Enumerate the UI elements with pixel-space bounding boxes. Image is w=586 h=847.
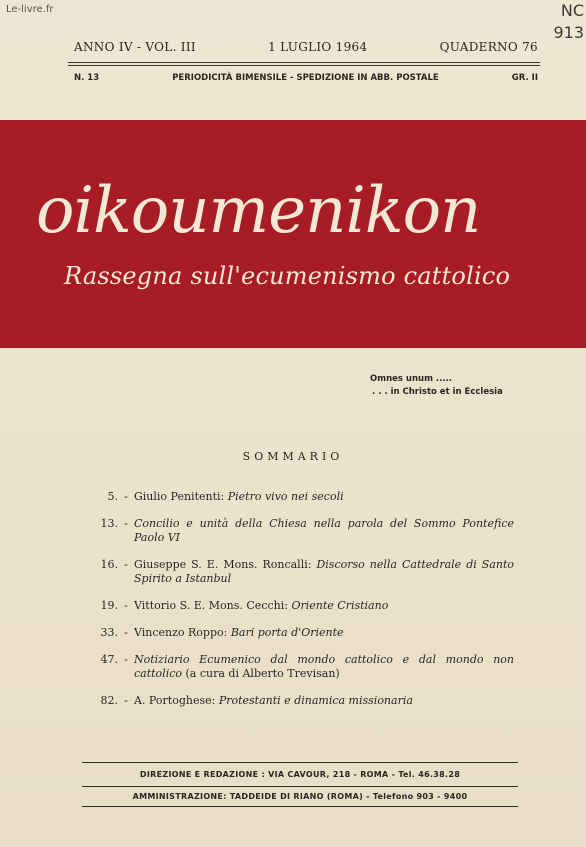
toc-dash: - [124, 626, 128, 639]
toc-dash: - [124, 694, 128, 707]
footer-rule-3 [82, 806, 518, 807]
issue-number: N. 13 [74, 73, 100, 83]
toc-dash: - [124, 653, 128, 666]
motto [370, 373, 570, 399]
header-rule-bottom [68, 65, 540, 66]
anno-volume: ANNO IV - VOL. III [74, 40, 196, 54]
toc-dash: - [124, 517, 128, 530]
footer-amministrazione: AMMINISTRAZIONE: TADDEIDE DI RIANO (ROMA) - Telefono 903 - 9400 [132, 792, 468, 801]
toc-page-number: 33. [100, 626, 118, 639]
postal-group: GR. II [511, 73, 538, 83]
footer-rule-2 [82, 786, 518, 787]
toc-page-number: 16. [100, 558, 118, 571]
toc-entry [134, 599, 514, 613]
toc-title: Oriente Cristiano [291, 599, 389, 612]
toc-title: Pietro vivo nei secoli [227, 490, 344, 503]
toc-item [84, 626, 514, 640]
quaderno-number: QUADERNO 76 [439, 40, 538, 54]
toc-item [84, 490, 514, 504]
toc-author: Giuseppe S. E. Mons. Roncalli: [134, 558, 312, 571]
handwritten-note-line-1: NC [560, 1, 584, 20]
periodicity: PERIODICITÀ BIMENSILE - SPEDIZIONE IN ABB. POSTALE [172, 73, 439, 83]
toc-item [84, 599, 514, 613]
motto-line-2: . . . in Christo et in Ecclesia [372, 387, 503, 397]
handwritten-note [553, 0, 584, 44]
toc-title: Concilio e unità della Chiesa nella parola del Sommo Pontefice Paolo VI [134, 517, 514, 544]
handwritten-note-line-2: 913 [553, 23, 584, 42]
toc-page-number: 19. [100, 599, 118, 612]
toc-entry [134, 517, 514, 545]
toc-author: Giulio Penitenti: [134, 490, 225, 503]
toc-entry [134, 653, 514, 681]
toc-page-number: 82. [100, 694, 118, 707]
footer-direzione: DIREZIONE E REDAZIONE : VIA CAVOUR, 218 - ROMA - Tel. 46.38.28 [139, 770, 461, 779]
header-issue-line [74, 40, 538, 54]
toc-note: (a cura di Alberto Trevisan) [185, 667, 340, 680]
toc-item [84, 558, 514, 586]
toc-entry [134, 558, 514, 586]
masthead-title: oikoumenikon [36, 174, 481, 248]
footer-rule-1 [82, 762, 518, 763]
masthead-subtitle: Rassegna sull'ecumenismo cattolico [64, 262, 511, 290]
toc-item [84, 653, 514, 681]
toc-dash: - [124, 558, 128, 571]
toc-title: Protestanti e dinamica missionaria [218, 694, 413, 707]
sommario-heading: SOMMARIO [242, 450, 344, 463]
toc-title: Notiziario Ecumenico dal mondo cattolico e dal mondo non cattolico [134, 653, 514, 680]
watermark: Le-livre.fr [6, 4, 54, 15]
toc-dash: - [124, 599, 128, 612]
toc-entry [134, 490, 514, 504]
toc-item [84, 517, 514, 545]
toc-entry [134, 626, 514, 640]
toc-author: Vincenzo Roppo: [134, 626, 228, 639]
toc-page-number: 47. [100, 653, 118, 666]
toc-title: Bari porta d'Oriente [230, 626, 344, 639]
issue-date: 1 LUGLIO 1964 [268, 40, 368, 54]
header-postal-line [74, 73, 538, 83]
table-of-contents [84, 490, 514, 721]
toc-author: Vittorio S. E. Mons. Cecchi: [134, 599, 288, 612]
toc-author: A. Portoghese: [134, 694, 216, 707]
toc-page-number: 5. [107, 490, 118, 503]
toc-dash: - [124, 490, 128, 503]
toc-title: Discorso nella Cattedrale di Santo Spirito a Istanbul [134, 558, 514, 585]
toc-entry [134, 694, 514, 708]
toc-page-number: 13. [100, 517, 118, 530]
toc-item [84, 694, 514, 708]
header-rule-top [68, 62, 540, 63]
motto-line-1: Omnes unum ..... [370, 374, 453, 384]
